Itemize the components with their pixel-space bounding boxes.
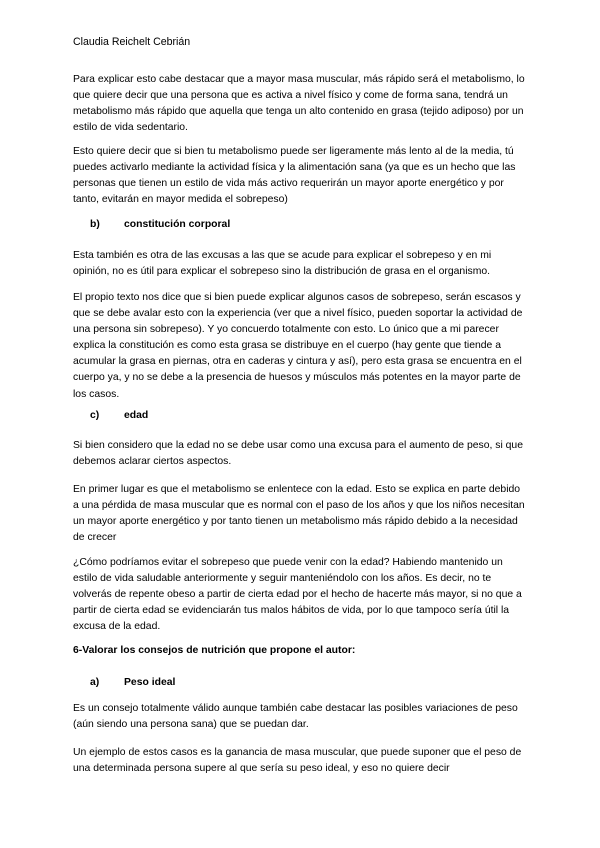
heading-constitucion-corporal xyxy=(90,217,230,233)
heading-edad xyxy=(90,408,148,424)
heading-text: Peso ideal xyxy=(124,677,176,688)
heading-peso-ideal xyxy=(90,675,175,691)
paragraph-metabolism-slows: En primer lugar es que el metabolismo se enlentece con la edad. Esto se explica en parte debido a una pérdida de masa muscular que es normal con el paso de los años y que los niños necesitan un mayor aporte energético y por tanto tienen un metabolismo más rápido debido a la necesidad de crecer xyxy=(73,484,525,544)
paragraph-avoid-overweight: ¿Cómo podríamos evitar el sobrepeso que puede venir con la edad? Habiendo mantenido un estilo de vida saludable anteriormente y seguir manteniéndolo con los años. Es decir, no te volverás de repente obeso a partir de cierta edad por el hecho de hacerte más mayor, si no que a partir de cierta edad se evidenciarán tus malos hábitos de vida, por lo que tampoco sería útil la excusa de la edad. xyxy=(73,557,522,633)
heading-label: a) xyxy=(90,677,100,688)
paragraph-muscle-example: Un ejemplo de estos casos es la ganancia de masa muscular, que puede suponer que el peso de una determinada persona supere al que sería su peso ideal, y eso no quiere decir xyxy=(73,747,522,775)
paragraph-age-excuse: Si bien considero que la edad no se debe usar como una excusa para el aumento de peso, si que debemos aclarar ciertos aspectos. xyxy=(73,440,523,468)
heading-text: constitución corporal xyxy=(124,219,231,230)
paragraph-activate-metabolism: Esto quiere decir que si bien tu metabolismo puede ser ligeramente más lento al de la media, tú puedes activarlo mediante la actividad física y la alimentación sana (ya que es un hecho que las personas que tienen un estilo de vida más activo requerirán un mayor aporte energético y por tanto, evitarán en mayor medida el sobrepeso) xyxy=(73,146,516,206)
paragraph-fat-distribution: El propio texto nos dice que si bien puede explicar algunos casos de sobrepeso, serán escasos y que se debe avalar esto con la experiencia (ver que a nivel físico, pueden soportar la actividad de una persona sin sobrepeso). Y yo concuerdo totalmente con esto. Lo único que a mi parecer explica la constitución es como esta grasa se distribuye en el cuerpo (hay gente que tiende a acumular la grasa en piernas, otra en caderas y cintura y así), pero esta grasa se encuentra en el cuerpo ya, y no se debe a la presencia de huesos y músculos más potentes en la mayor parte de los casos. xyxy=(73,292,523,400)
page-header-author: Claudia Reichelt Cebrián xyxy=(73,36,191,48)
heading-label: b) xyxy=(90,219,100,230)
paragraph-valid-advice: Es un consejo totalmente válido aunque también cabe destacar las posibles variaciones de peso (aún siendo una persona sana) que se puedan dar. xyxy=(73,703,518,731)
paragraph-excuse-constitution: Esta también es otra de las excusas a las que se acude para explicar el sobrepeso y en mi opinión, no es útil para explicar el sobrepeso sino la distribución de grasa en el organismo. xyxy=(73,250,492,278)
heading-label: c) xyxy=(90,410,100,421)
heading-text: edad xyxy=(124,410,149,421)
paragraph-metabolism-muscle: Para explicar esto cabe destacar que a mayor masa muscular, más rápido será el metabolismo, lo que quiere decir que una persona que es activa a nivel físico y come de forma sana, tendrá un metabolismo más rápido que aquella que tenga un alto contenido en grasa (tejido adiposo) por un estilo de vida sedentario. xyxy=(73,74,525,134)
heading-section-6: 6-Valorar los consejos de nutrición que propone el autor: xyxy=(73,645,356,656)
